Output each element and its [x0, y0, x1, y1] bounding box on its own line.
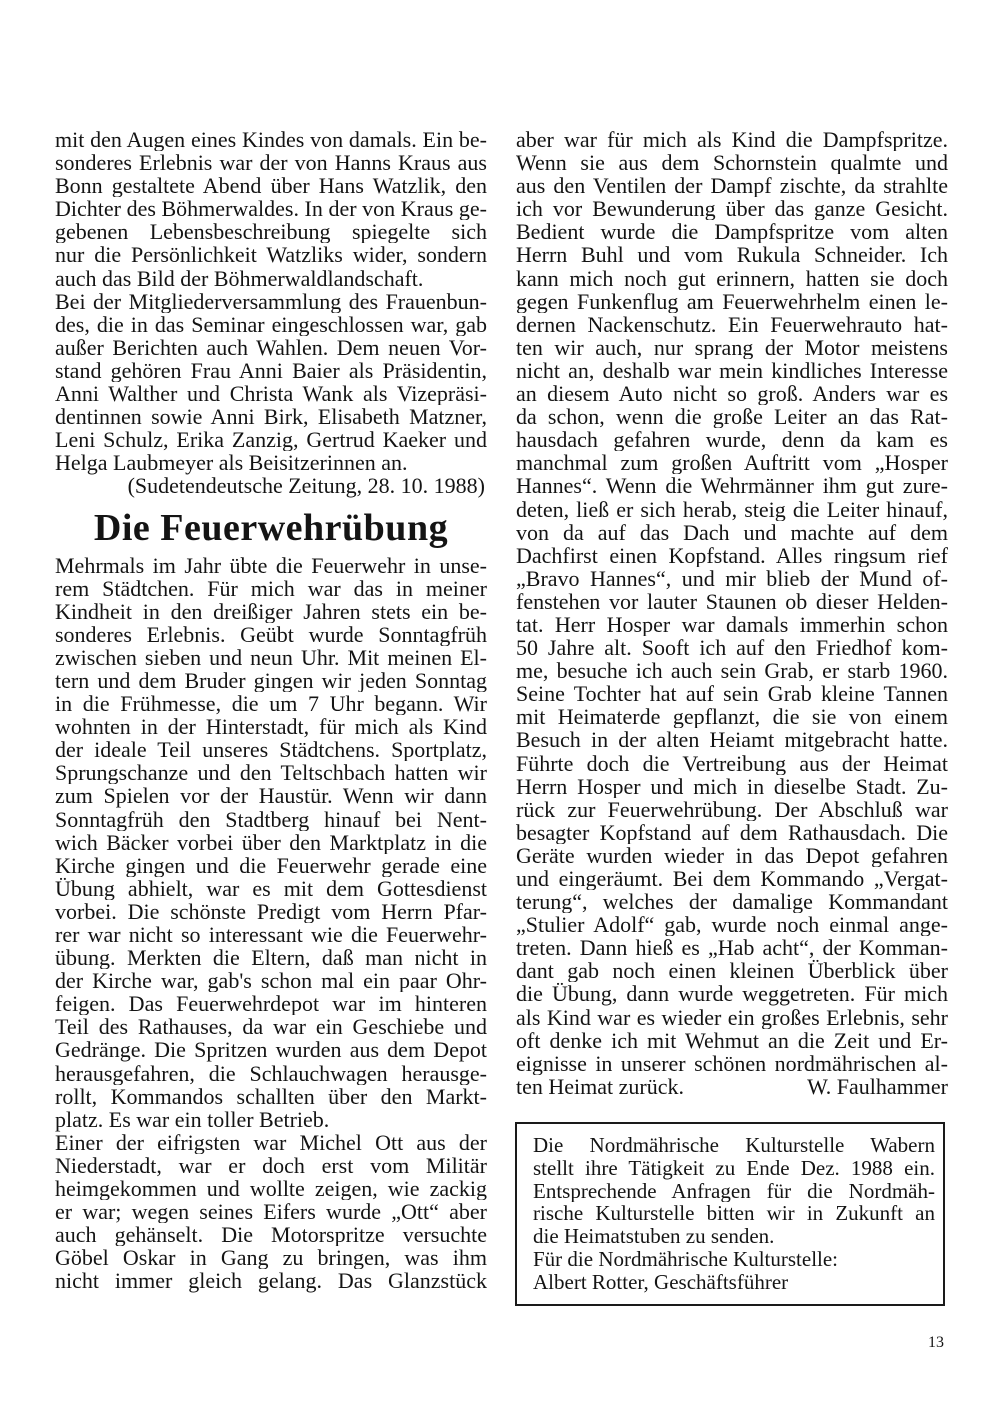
text-line: Geräte wurden wieder in das Depot gefahren — [516, 843, 948, 867]
text-line: übung. Merkten die Eltern, daß man nicht in — [55, 946, 487, 970]
text-line: Besuch in der alten Heiamt mitgebracht hatte. — [516, 728, 948, 752]
text-line: terung“, welches der damalige Kommandant — [516, 890, 948, 914]
text-line: aber war für mich als Kind die Dampfspritze. — [516, 128, 948, 152]
text-line: sonderes Erlebnis war der von Hanns Kraus aus — [55, 151, 487, 175]
text-line: auch gehänselt. Die Motorspritze versuchte — [55, 1223, 487, 1247]
text-line: manchmal zum großen Auftritt vom „Hosper — [516, 451, 948, 475]
text-line: hausdach gefahren wurde, denn da kam es — [516, 428, 948, 452]
text-line: vorbei. Die schönste Predigt vom Herrn Pfar- — [55, 899, 487, 923]
left-column — [55, 128, 487, 1293]
text-line: Kirche gingen und die Feuerwehr gerade eine — [55, 853, 487, 877]
text-line: treten. Dann hieß es „Hab acht“, der Komman- — [516, 936, 948, 960]
text-line: tern und dem Bruder gingen wir jeden Sonntag — [55, 668, 487, 693]
text-line: Niederstadt, war er doch erst vom Militär — [55, 1153, 487, 1178]
text-line: Dachfirst einen Kopfstand. Alles ringsum rief — [516, 543, 948, 567]
text-line: Einer der eifrigsten war Michel Ott aus der — [55, 1130, 487, 1154]
text-line: mit den Augen eines Kindes von damals. Ein be- — [55, 128, 487, 152]
text-line: fenstehen vor lauter Staunen ob dieser Helden- — [516, 589, 948, 613]
text-line: rer war nicht so interessant wie die Feuerwehr- — [55, 923, 487, 947]
text-line: Leni Schulz, Erika Zanzig, Gertrud Kaeker und — [55, 428, 487, 452]
text-line: deten, ließ er sich herab, steig die Leiter hinauf, — [516, 497, 948, 521]
author-signature: W. Faulhammer — [807, 1073, 948, 1099]
intro-paragraph — [55, 128, 487, 498]
text-line: und eingeräumt. Bei dem Kommando „Vergat- — [516, 867, 948, 891]
text-line: rollt, Kommandos schallten über den Markt- — [55, 1084, 487, 1108]
text-line: herausgefahren, die Schlauchwagen herausge- — [55, 1061, 487, 1085]
text-line: die Übung, dann wurde weggetreten. Für mich — [516, 982, 948, 1006]
article-body-left — [55, 554, 487, 1293]
text-line: er war; wegen seines Eifers wurde „Ott“ aber — [55, 1200, 487, 1224]
text-line: Sonntagfrüh den Stadtberg hinauf bei Nent- — [55, 807, 487, 831]
notice-line: Albert Rotter, Geschäftsführer — [533, 1269, 789, 1294]
text-line: Übung abhielt, war es mit dem Gottesdienst — [55, 876, 487, 900]
text-line: Anni Walther und Christa Wank als Vizepräsi- — [55, 382, 487, 406]
text-line: Sprungschanze und den Teltschbach hatten wir — [55, 761, 487, 785]
notice-line: Die Nordmährische Kulturstelle Wabern — [533, 1134, 935, 1157]
page-number: 13 — [928, 1334, 944, 1351]
text-line: auch das Bild der Böhmerwaldlandschaft. — [55, 265, 424, 291]
text-line: ich vor Bewunderung über das ganze Gesicht. — [516, 197, 948, 221]
text-line: Mehrmals im Jahr übte die Feuerwehr in unse- — [55, 553, 487, 577]
final-text: ten Heimat zurück. — [516, 1073, 684, 1099]
text-line: Führte doch die Vertreibung aus der Heimat — [516, 751, 948, 775]
text-line: nur die Persönlichkeit Watzliks wider, sondern — [55, 243, 487, 267]
text-line: des, die in das Seminar eingeschlossen war, gab — [55, 312, 487, 336]
text-line: aus den Ventilen der Dampf zischte, da strahlte — [516, 174, 948, 198]
text-line: oft denke ich mit Wehmut an die Zeit und Er- — [516, 1028, 948, 1052]
text-line: Teil des Rathauses, da war ein Geschiebe und — [55, 1015, 487, 1039]
text-line: nicht immer gleich gelang. Das Glanzstück — [55, 1269, 487, 1293]
text-line: Gedränge. Die Spritzen wurden aus dem Depot — [55, 1038, 487, 1062]
text-line: Hannes“. Wenn die Wehrmänner ihm gut zure- — [516, 474, 948, 498]
text-line: heimgekommen und wollte zeigen, wie zackig — [55, 1177, 487, 1201]
text-line: außer Berichten auch Wahlen. Dem neuen Vor- — [55, 335, 487, 359]
text-line: „Bravo Hannes“, und mir blieb der Mund of- — [516, 566, 948, 590]
text-line: gegen Funkenflug am Feuerwehrhelm einen le- — [516, 289, 948, 313]
text-line: rück zur Feuerwehrübung. Der Abschluß war — [516, 797, 948, 821]
text-line: Herrn Buhl und vom Rukula Schneider. Ich — [516, 243, 948, 267]
text-line: Seine Tochter hat auf sein Grab kleine Tannen — [516, 682, 948, 706]
text-line: dentinnen sowie Anni Birk, Elisabeth Matzner, — [55, 405, 487, 429]
text-line: Herrn Hosper und mich in dieselbe Stadt. Zu- — [516, 774, 948, 798]
text-line: tat. Herr Hosper war damals immerhin schon — [516, 612, 948, 637]
text-line: der ideale Teil unseres Städtchens. Sportplatz, — [55, 738, 487, 762]
text-line: nicht an, deshalb war mein kindliches Interesse — [516, 358, 948, 383]
text-line: Wenn sie aus dem Schornstein qualmte und — [516, 151, 948, 175]
text-line: mit Heimaterde gepflanzt, die sie von einem — [516, 705, 948, 729]
text-line: sonderes Erlebnis. Geübt wurde Sonntagfrüh — [55, 622, 487, 646]
notice-line: Entsprechende Anfragen für die Nordmäh- — [533, 1179, 935, 1203]
text-line: zum Spielen vor der Haustür. Wenn wir dann — [55, 784, 487, 808]
text-line: „Stulier Adolf“ gab, wurde noch einmal ange- — [516, 913, 948, 937]
text-line: feigen. Das Feuerwehrdepot war im hinteren — [55, 992, 487, 1016]
text-line: wohnten in der Hinterstadt, für mich als Kind — [55, 715, 487, 739]
notice-line: rische Kulturstelle bitten wir in Zukunft an — [533, 1202, 935, 1226]
text-line: dant gab noch einen kleinen Überblick über — [516, 959, 948, 983]
text-line: 50 Jahre alt. Sooft ich auf den Friedhof kom- — [516, 636, 948, 660]
notice-line: die Heimatstuben zu senden. — [533, 1224, 775, 1249]
text-line: platz. Es war ein toller Betrieb. — [55, 1106, 330, 1132]
text-line: zwischen sieben und neun Uhr. Mit meinen El- — [55, 645, 487, 669]
text-line: ten wir auch, nur sprang der Motor meistens — [516, 335, 948, 359]
text-line: besagter Kopfstand auf dem Rathausdach. Die — [516, 820, 948, 844]
text-line: Bedient wurde die Dampfspritze vom alten — [516, 220, 948, 244]
text-line: Helga Laubmeyer als Beisitzerinnen an. — [55, 450, 408, 476]
notice-line: stellt ihre Tätigkeit zu Ende Dez. 1988 ein. — [533, 1156, 935, 1180]
text-line: stand gehören Frau Anni Baier als Präsidentin, — [55, 358, 487, 383]
text-line: Bei der Mitgliederversammlung des Frauenbun- — [55, 289, 487, 313]
text-line: Dichter des Böhmerwaldes. In der von Kraus ge- — [55, 197, 487, 221]
article-heading: Die Feuerwehrübung — [93, 506, 449, 549]
text-line: me, besuche ich auch sein Grab, er starb 1960. — [516, 659, 948, 683]
text-line: als Kind war es wieder ein großes Erlebnis, sehr — [516, 1005, 948, 1029]
text-line: gebenen Lebensbeschreibung spiegelte sich — [55, 220, 487, 244]
closing-line — [516, 1075, 948, 1098]
text-line: an diesem Auto nicht so groß. Anders war es — [516, 382, 948, 406]
text-line: wich Bäcker vorbei über den Marktplatz in die — [55, 830, 487, 854]
right-column — [516, 128, 948, 1098]
text-line: von da auf das Dach und machte auf dem — [516, 520, 948, 544]
text-line: der Kirche war, gab's schon mal ein paar Ohr- — [55, 969, 487, 993]
text-line: eignisse in unserer schönen nordmährischen al- — [516, 1051, 948, 1075]
text-line: da schon, wenn die große Leiter an das Rat- — [516, 405, 948, 429]
citation: (Sudetendeutsche Zeitung, 28. 10. 1988) — [127, 473, 485, 499]
text-line: in die Frühmesse, die um 7 Uhr begann. Wir — [55, 692, 487, 716]
text-line: rem Städtchen. Für mich war das in meiner — [55, 576, 487, 600]
text-line: Göbel Oskar in Gang zu bringen, was ihm — [55, 1246, 487, 1270]
text-line: dernen Nackenschutz. Ein Feuerwehrauto hat- — [516, 312, 948, 336]
notice-box — [515, 1122, 945, 1306]
article-body-right — [516, 128, 948, 1098]
text-line: Bonn gestaltete Abend über Hans Watzlik, den — [55, 174, 487, 198]
text-line: kann mich noch gut erinnern, hatten sie doch — [516, 266, 948, 290]
notice-line: Für die Nordmährische Kulturstelle: — [533, 1246, 839, 1271]
text-line: Kindheit in den dreißiger Jahren stets ein be- — [55, 599, 487, 623]
